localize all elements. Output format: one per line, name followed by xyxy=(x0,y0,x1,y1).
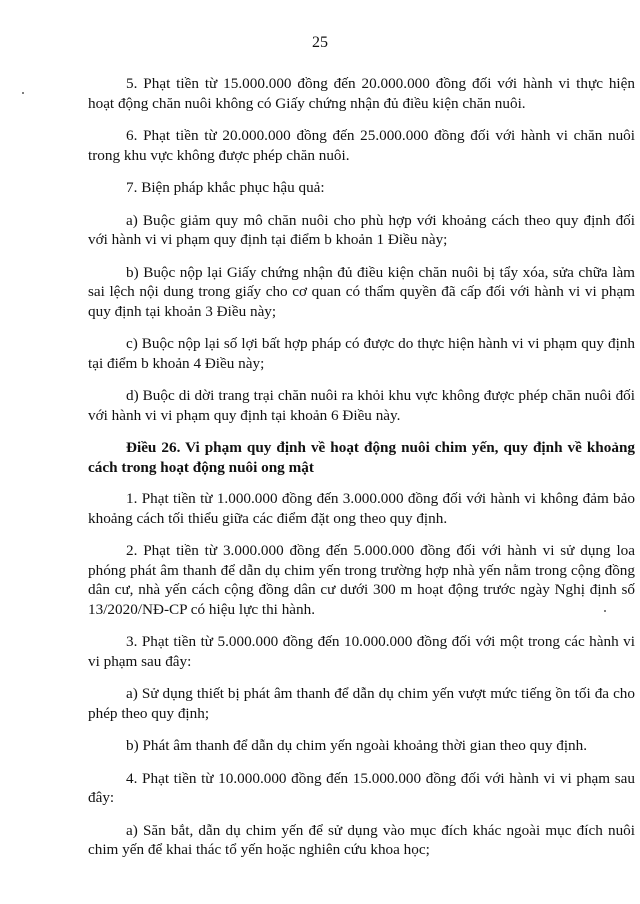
page-number: 25 xyxy=(312,34,328,51)
clause-5-fine: 5. Phạt tiền từ 15.000.000 đồng đến 20.000.000 đồng đối với hành vi thực hiện hoạt động chăn nuôi không có Giấy chứng nhận đủ điều kiện chăn nuôi. xyxy=(88,75,635,112)
clause-7-remedies: 7. Biện pháp khắc phục hậu quả: xyxy=(126,179,325,196)
clause-3-point-a: a) Sử dụng thiết bị phát âm thanh để dẫn dụ chim yến vượt mức tiếng ồn tối đa cho phép theo quy định; xyxy=(88,685,635,722)
remedy-point-c: c) Buộc nộp lại số lợi bất hợp pháp có được do thực hiện hành vi vi phạm quy định tại điểm b khoản 4 Điều này; xyxy=(88,335,635,372)
article-26-clause-4: 4. Phạt tiền từ 10.000.000 đồng đến 15.000.000 đồng đối với hành vi vi phạm sau đây: xyxy=(88,769,635,806)
article-26-clause-3: 3. Phạt tiền từ 5.000.000 đồng đến 10.000.000 đồng đối với một trong các hành vi vi phạm sau đây: xyxy=(88,633,635,670)
clause-3-point-b: b) Phát âm thanh để dẫn dụ chim yến ngoài khoảng thời gian theo quy định. xyxy=(126,737,588,754)
clause-6-fine: 6. Phạt tiền từ 20.000.000 đồng đến 25.000.000 đồng đối với hành vi chăn nuôi trong khu vực không được phép chăn nuôi. xyxy=(88,127,635,164)
scan-speck xyxy=(604,610,606,612)
remedy-point-b: b) Buộc nộp lại Giấy chứng nhận đủ điều kiện chăn nuôi bị tẩy xóa, sửa chữa làm sai lệch nội dung trong giấy cho cơ quan có thẩm quyền đã cấp đối với hành vi vi phạm quy định tại khoản 3 Điều này; xyxy=(88,263,635,320)
article-26-clause-2: 2. Phạt tiền từ 3.000.000 đồng đến 5.000.000 đồng đối với hành vi sử dụng loa phóng phát âm thanh để dẫn dụ chim yến trong trường hợp nhà yến nằm trong cộng đồng dân cư, nhà yến cách cộng đồng dân cư dưới 300 m hoạt động trước ngày Nghị định số 13/2020/NĐ-CP có hiệu lực thi hành. xyxy=(88,542,635,618)
document-body xyxy=(88,74,635,873)
article-26-heading: Điều 26. Vi phạm quy định về hoạt động nuôi chim yến, quy định về khoảng cách trong hoạt động nuôi ong mật xyxy=(88,439,635,476)
article-26-clause-1: 1. Phạt tiền từ 1.000.000 đồng đến 3.000.000 đồng đối với hành vi không đảm bảo khoảng cách tối thiểu giữa các điểm đặt ong theo quy định. xyxy=(88,490,635,527)
remedy-point-d: d) Buộc di dời trang trại chăn nuôi ra khỏi khu vực không được phép chăn nuôi đối với hành vi vi phạm quy định tại khoản 6 Điều này. xyxy=(88,387,635,424)
scan-speck xyxy=(22,92,24,94)
remedy-point-a: a) Buộc giảm quy mô chăn nuôi cho phù hợp với khoảng cách theo quy định đối với hành vi vi phạm quy định tại điểm b khoản 1 Điều này; xyxy=(88,211,635,248)
clause-4-point-a: a) Săn bắt, dẫn dụ chim yến để sử dụng vào mục đích khác ngoài mục đích nuôi chim yến để khai thác tổ yến hoặc nghiên cứu khoa học; xyxy=(88,821,635,858)
